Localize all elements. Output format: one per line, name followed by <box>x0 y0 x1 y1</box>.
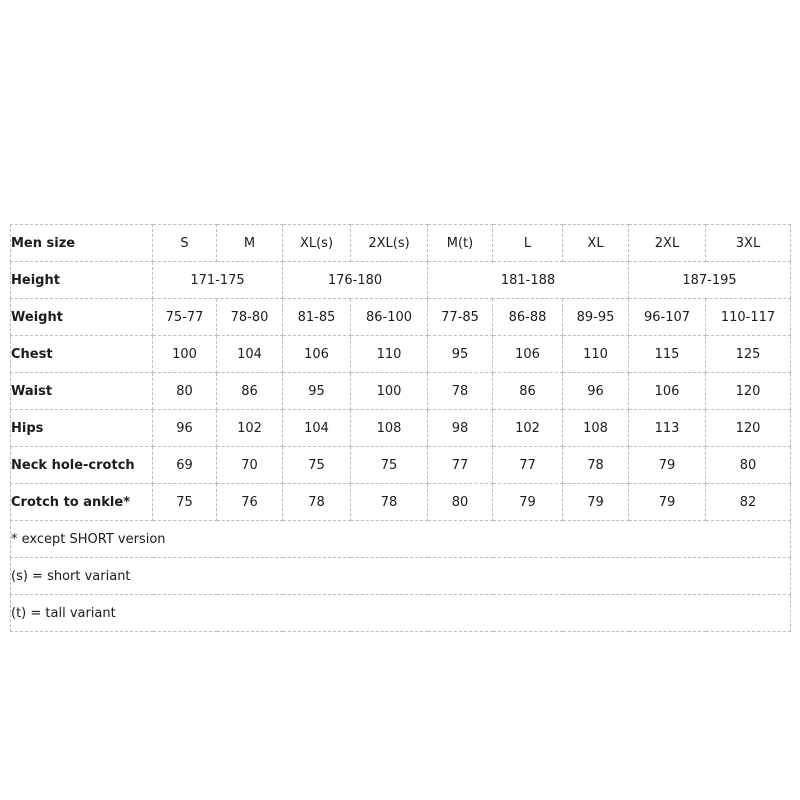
measurement-row <box>11 373 791 410</box>
measurement-value-cell: 86 <box>493 373 563 410</box>
size-header-cell: 3XL <box>706 225 791 262</box>
header-label-cell: Men size <box>11 225 153 262</box>
measurement-value-cell: 110 <box>351 336 428 373</box>
measurement-value-cell: 110-117 <box>706 299 791 336</box>
size-header-cell: M <box>217 225 283 262</box>
measurement-value-cell: 78-80 <box>217 299 283 336</box>
measurement-value-cell: 81-85 <box>283 299 351 336</box>
measurement-value-cell: 86-88 <box>493 299 563 336</box>
height-range-cell: 187-195 <box>629 262 791 299</box>
measurement-value-cell: 120 <box>706 410 791 447</box>
height-label-cell: Height <box>11 262 153 299</box>
measurement-value-cell: 79 <box>629 484 706 521</box>
measurement-value-cell: 70 <box>217 447 283 484</box>
footnote-row <box>11 558 791 595</box>
measurement-value-cell: 106 <box>629 373 706 410</box>
measurement-value-cell: 77 <box>493 447 563 484</box>
measurement-value-cell: 95 <box>428 336 493 373</box>
measurement-value-cell: 75 <box>351 447 428 484</box>
measurement-row <box>11 447 791 484</box>
measurement-value-cell: 78 <box>428 373 493 410</box>
measurement-value-cell: 89-95 <box>563 299 629 336</box>
measurement-value-cell: 79 <box>493 484 563 521</box>
measurement-value-cell: 115 <box>629 336 706 373</box>
measurement-value-cell: 120 <box>706 373 791 410</box>
measurement-value-cell: 80 <box>153 373 217 410</box>
measurement-value-cell: 102 <box>217 410 283 447</box>
footnote-row <box>11 595 791 632</box>
measurement-label-cell: Weight <box>11 299 153 336</box>
measurement-value-cell: 106 <box>283 336 351 373</box>
measurement-value-cell: 96-107 <box>629 299 706 336</box>
measurement-value-cell: 82 <box>706 484 791 521</box>
footnote-cell: (s) = short variant <box>11 558 791 595</box>
measurement-value-cell: 79 <box>629 447 706 484</box>
measurement-value-cell: 80 <box>706 447 791 484</box>
height-range-cell: 171-175 <box>153 262 283 299</box>
measurement-label-cell: Waist <box>11 373 153 410</box>
measurement-value-cell: 113 <box>629 410 706 447</box>
measurement-value-cell: 75 <box>153 484 217 521</box>
measurement-label-cell: Chest <box>11 336 153 373</box>
measurement-row <box>11 410 791 447</box>
measurement-value-cell: 69 <box>153 447 217 484</box>
measurement-value-cell: 75 <box>283 447 351 484</box>
measurement-value-cell: 108 <box>563 410 629 447</box>
size-header-cell: M(t) <box>428 225 493 262</box>
measurement-value-cell: 100 <box>153 336 217 373</box>
measurement-value-cell: 104 <box>283 410 351 447</box>
measurement-value-cell: 95 <box>283 373 351 410</box>
measurement-value-cell: 98 <box>428 410 493 447</box>
size-header-cell: 2XL <box>629 225 706 262</box>
measurement-label-cell: Hips <box>11 410 153 447</box>
measurement-value-cell: 102 <box>493 410 563 447</box>
measurement-value-cell: 96 <box>153 410 217 447</box>
measurement-value-cell: 86-100 <box>351 299 428 336</box>
measurement-label-cell: Neck hole-crotch <box>11 447 153 484</box>
size-header-cell: XL <box>563 225 629 262</box>
measurement-row <box>11 336 791 373</box>
measurement-value-cell: 104 <box>217 336 283 373</box>
measurement-row <box>11 299 791 336</box>
measurement-value-cell: 76 <box>217 484 283 521</box>
measurement-value-cell: 110 <box>563 336 629 373</box>
measurement-value-cell: 108 <box>351 410 428 447</box>
measurement-value-cell: 100 <box>351 373 428 410</box>
measurement-value-cell: 80 <box>428 484 493 521</box>
footnote-row <box>11 521 791 558</box>
measurement-value-cell: 86 <box>217 373 283 410</box>
height-row <box>11 262 791 299</box>
size-header-cell: XL(s) <box>283 225 351 262</box>
measurement-value-cell: 77 <box>428 447 493 484</box>
size-chart-table <box>10 224 791 632</box>
measurement-value-cell: 79 <box>563 484 629 521</box>
measurement-value-cell: 96 <box>563 373 629 410</box>
size-chart-container <box>10 224 791 632</box>
measurement-value-cell: 77-85 <box>428 299 493 336</box>
measurement-row <box>11 484 791 521</box>
measurement-value-cell: 78 <box>563 447 629 484</box>
measurement-value-cell: 78 <box>351 484 428 521</box>
measurement-value-cell: 75-77 <box>153 299 217 336</box>
footnote-cell: (t) = tall variant <box>11 595 791 632</box>
size-header-cell: 2XL(s) <box>351 225 428 262</box>
height-range-cell: 181-188 <box>428 262 629 299</box>
size-header-cell: L <box>493 225 563 262</box>
measurement-label-cell: Crotch to ankle* <box>11 484 153 521</box>
measurement-value-cell: 106 <box>493 336 563 373</box>
footnote-cell: * except SHORT version <box>11 521 791 558</box>
size-header-cell: S <box>153 225 217 262</box>
measurement-value-cell: 125 <box>706 336 791 373</box>
header-row <box>11 225 791 262</box>
height-range-cell: 176-180 <box>283 262 428 299</box>
measurement-value-cell: 78 <box>283 484 351 521</box>
